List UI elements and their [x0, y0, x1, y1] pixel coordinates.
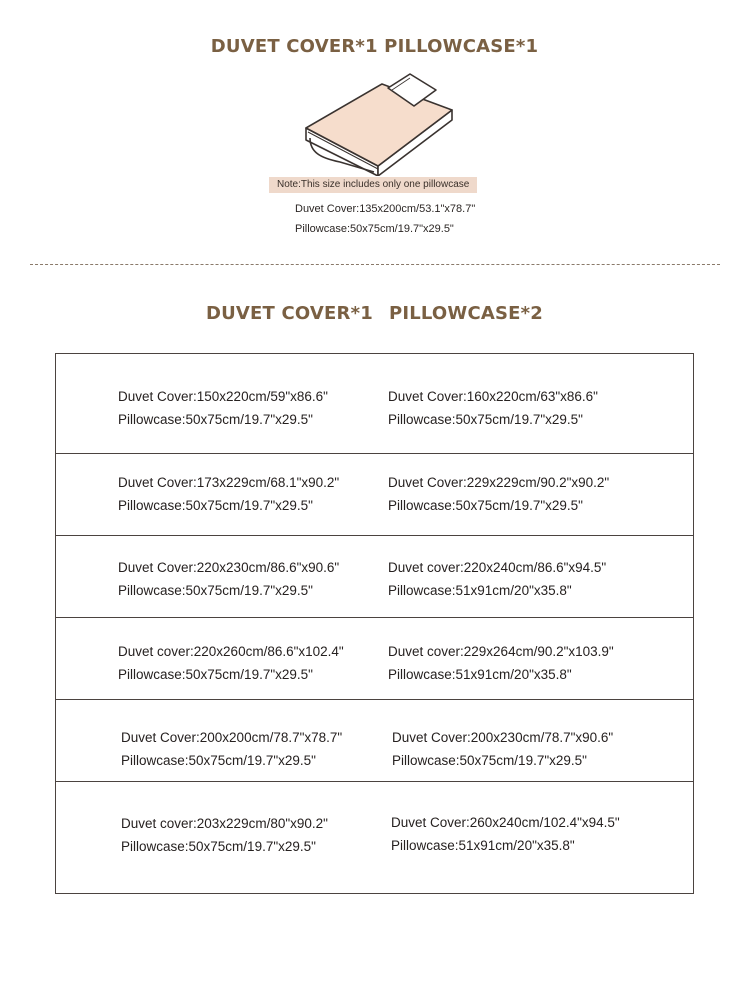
- title-pillowcase-part: PILLOWCASE*2: [388, 303, 544, 324]
- pillowcase-note: Note:This size includes only one pillowcase: [269, 177, 477, 193]
- size-cell-left: [118, 471, 339, 517]
- size-cell-left: [118, 556, 339, 602]
- duvet-size: Duvet Cover:220x230cm/86.6"x90.6": [118, 560, 340, 575]
- pillowcase-size: Pillowcase:51x91cm/20"x35.8": [388, 667, 572, 682]
- pillowcase-size: Pillowcase:50x75cm/19.7"x29.5": [118, 498, 313, 513]
- duvet-size: Duvet Cover:260x240cm/102.4"x94.5": [391, 815, 620, 830]
- section-title-single: DUVET COVER*1 PILLOWCASE*1: [210, 36, 539, 57]
- pillowcase-size: Pillowcase:50x75cm/19.7"x29.5": [118, 412, 313, 427]
- duvet-size: Duvet Cover:160x220cm/63"x86.6": [388, 389, 598, 404]
- pillowcase-size: Pillowcase:51x91cm/20"x35.8": [391, 838, 575, 853]
- table-row: [56, 618, 693, 700]
- duvet-size: Duvet Cover:150x220cm/59"x86.6": [118, 389, 328, 404]
- duvet-size: Duvet Cover:173x229cm/68.1"x90.2": [118, 475, 340, 490]
- size-cell-right: [388, 385, 598, 431]
- pillowcase-size: Pillowcase:50x75cm/19.7"x29.5": [388, 498, 583, 513]
- pillowcase-size: Pillowcase:50x75cm/19.7"x29.5": [118, 667, 313, 682]
- table-row: [56, 536, 693, 618]
- title-duvet-part: DUVET COVER*1: [205, 303, 373, 324]
- pillowcase-size: Pillowcase:50x75cm/19.7"x29.5": [121, 839, 316, 854]
- size-cell-right: [388, 640, 614, 686]
- duvet-size: Duvet Cover:200x230cm/78.7"x90.6": [392, 730, 614, 745]
- size-cell-right: [388, 556, 606, 602]
- bed-with-pillow-icon: [300, 70, 460, 176]
- duvet-size: Duvet Cover:200x200cm/78.7"x78.7": [121, 730, 343, 745]
- dashed-divider: [30, 264, 720, 265]
- table-row: [56, 454, 693, 536]
- pillowcase-size: Pillowcase:50x75cm/19.7"x29.5": [388, 412, 583, 427]
- table-row: [56, 354, 693, 454]
- duvet-size: Duvet Cover:229x229cm/90.2"x90.2": [388, 475, 610, 490]
- pillowcase-size: Pillowcase:50x75cm/19.7"x29.5": [121, 753, 316, 768]
- pillowcase-size: Pillowcase:51x91cm/20"x35.8": [388, 583, 572, 598]
- single-pillowcase-size: Pillowcase:50x75cm/19.7"x29.5": [295, 223, 454, 235]
- single-duvet-size: Duvet Cover:135x200cm/53.1"x78.7": [295, 203, 476, 215]
- duvet-size: Duvet cover:220x260cm/86.6"x102.4": [118, 644, 344, 659]
- duvet-size: Duvet cover:229x264cm/90.2"x103.9": [388, 644, 614, 659]
- size-table: [55, 353, 694, 894]
- size-cell-right: [391, 811, 620, 857]
- size-cell-right: [392, 726, 613, 772]
- size-cell-right: [388, 471, 609, 517]
- table-row: [56, 700, 693, 782]
- duvet-size: Duvet cover:203x229cm/80"x90.2": [121, 816, 328, 831]
- size-cell-left: [118, 640, 344, 686]
- section-title-double: [0, 303, 749, 324]
- size-cell-left: [118, 385, 328, 431]
- size-cell-left: [121, 812, 328, 858]
- duvet-size: Duvet cover:220x240cm/86.6"x94.5": [388, 560, 607, 575]
- table-row: [56, 782, 693, 893]
- size-cell-left: [121, 726, 342, 772]
- pillowcase-size: Pillowcase:50x75cm/19.7"x29.5": [118, 583, 313, 598]
- pillowcase-size: Pillowcase:50x75cm/19.7"x29.5": [392, 753, 587, 768]
